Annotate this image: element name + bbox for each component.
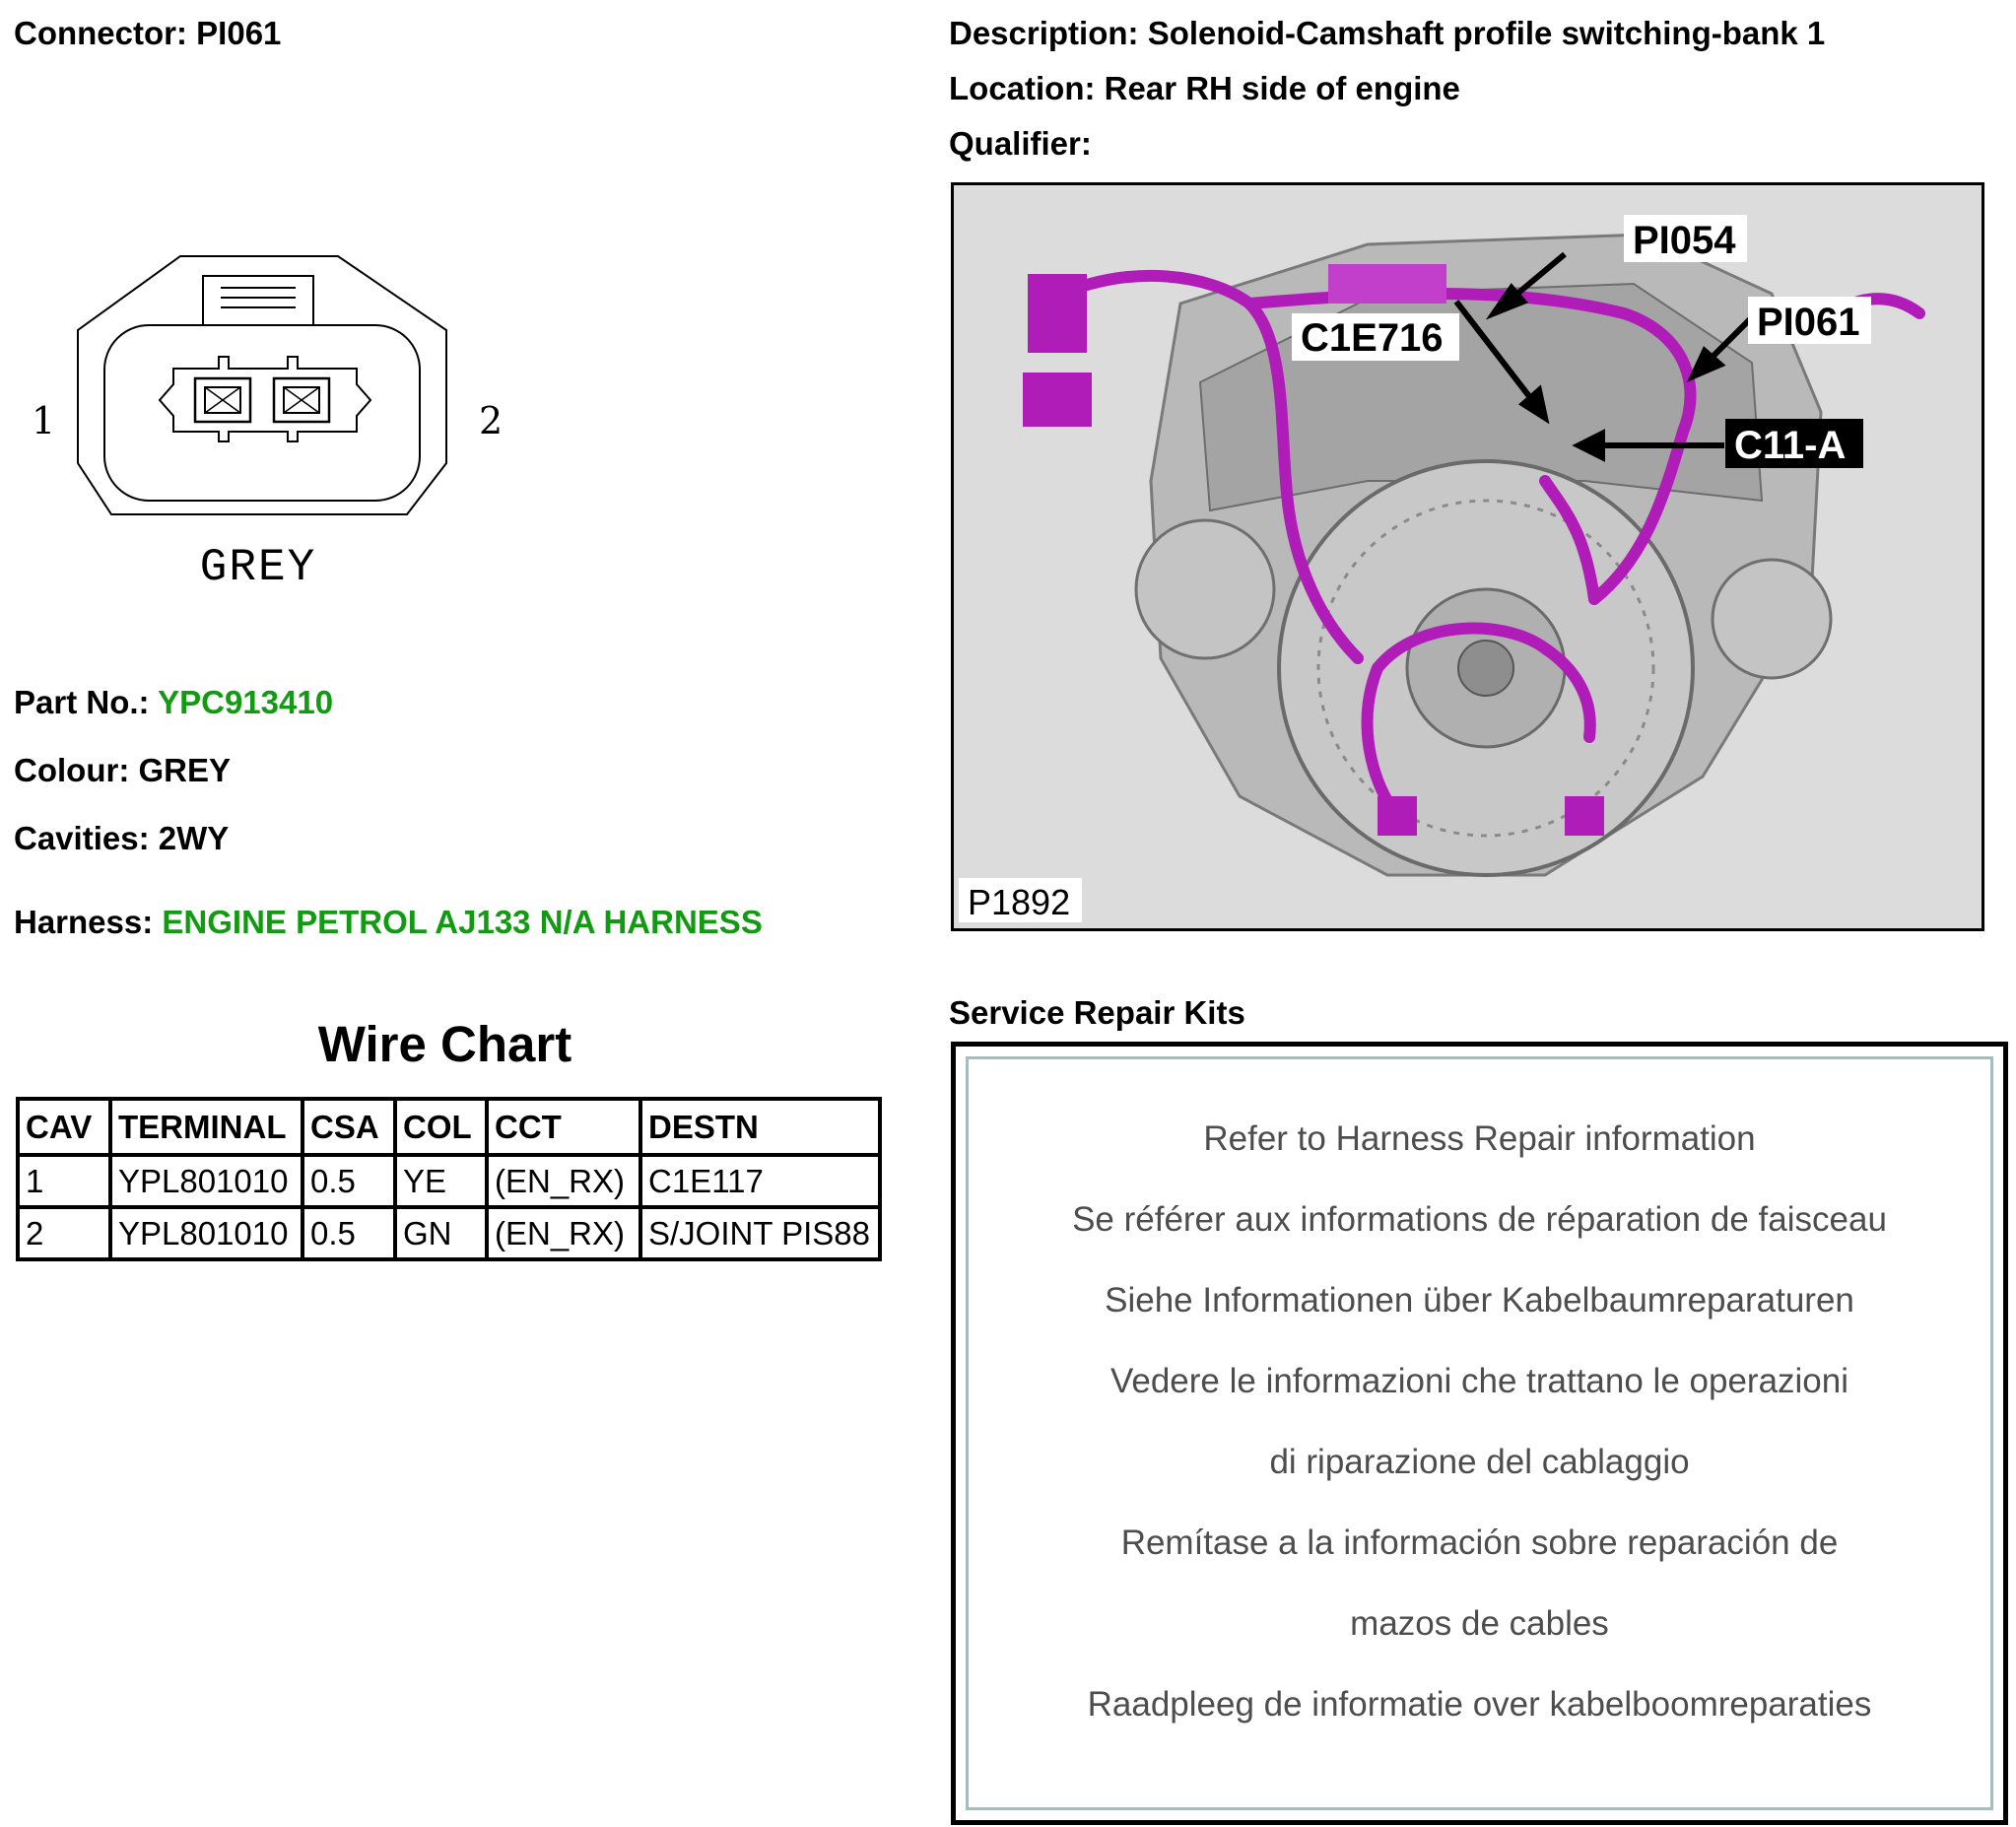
col-header-cct: CCT — [487, 1099, 640, 1155]
callout-c1e716: C1E716 — [1301, 316, 1444, 360]
cell-csa: 0.5 — [302, 1207, 395, 1259]
cell-cav: 2 — [18, 1207, 110, 1259]
col-header-cav: CAV — [18, 1099, 110, 1155]
kit-line-fr: Se référer aux informations de réparation de faisceau — [1072, 1200, 1887, 1239]
qualifier-heading — [949, 124, 1092, 164]
service-repair-kits-inner — [966, 1056, 1993, 1810]
harness-line — [14, 903, 763, 942]
callout-pi054: PI054 — [1633, 219, 1736, 262]
engine-location-image — [951, 182, 1984, 931]
cell-destn: S/JOINT PIS88 — [640, 1207, 880, 1259]
connector-value: PI061 — [196, 15, 282, 51]
callout-pi061: PI061 — [1757, 301, 1860, 344]
table-header-row — [18, 1099, 880, 1155]
harness-link[interactable]: ENGINE PETROL AJ133 N/A HARNESS — [162, 904, 763, 940]
kit-line-es-1: Remítase a la información sobre reparación de — [1120, 1523, 1839, 1562]
cavities-line — [14, 819, 229, 858]
table-row — [18, 1207, 880, 1259]
cell-csa: 0.5 — [302, 1155, 395, 1207]
part-no-link[interactable]: YPC913410 — [158, 684, 334, 720]
kit-line-de: Siehe Informationen über Kabelbaumreparaturen — [1105, 1281, 1854, 1320]
colour-value: GREY — [138, 752, 232, 788]
kit-line-it-1: Vedere le informazioni che trattano le operazioni — [1109, 1362, 1849, 1400]
part-no-label: Part No.: — [14, 684, 150, 720]
engine-illustration — [954, 185, 1982, 928]
colour-label: Colour: — [14, 752, 130, 788]
cell-destn: C1E117 — [640, 1155, 880, 1207]
cell-terminal: YPL801010 — [110, 1207, 302, 1259]
col-header-col: COL — [395, 1099, 487, 1155]
callout-c11a: C11-A — [1734, 424, 1847, 467]
kit-line-it-2: di riparazione del cablaggio — [1269, 1443, 1690, 1481]
connector-colour-caption: GREY — [199, 542, 317, 593]
location-label: Location: — [949, 70, 1096, 106]
kit-line-nl: Raadpleeg de informatie over kabelboomreparaties — [1087, 1685, 1872, 1724]
figure-reference: P1892 — [968, 882, 1071, 922]
table-row — [18, 1155, 880, 1207]
service-repair-kits-title: Service Repair Kits — [949, 994, 1245, 1031]
cell-cav: 1 — [18, 1155, 110, 1207]
service-repair-kits-panel — [951, 1042, 2008, 1825]
harness-label: Harness: — [14, 904, 154, 940]
wire-chart-title: Wire Chart — [317, 1016, 572, 1072]
cell-cct: (EN_RX) — [487, 1155, 640, 1207]
location-value: Rear RH side of engine — [1104, 70, 1460, 106]
location-heading — [949, 69, 1460, 108]
description-heading — [949, 14, 1825, 53]
connector-label: Connector: — [14, 15, 187, 51]
connector-face-diagram — [10, 246, 542, 601]
wire-chart-table — [16, 1097, 882, 1261]
kit-line-es-2: mazos de cables — [1350, 1604, 1609, 1643]
description-label: Description: — [949, 15, 1139, 51]
col-header-csa: CSA — [302, 1099, 395, 1155]
kit-line-en: Refer to Harness Repair information — [1203, 1119, 1756, 1158]
cell-col: YE — [395, 1155, 487, 1207]
connector-heading — [14, 14, 281, 53]
cavities-value: 2WY — [158, 820, 230, 856]
col-header-terminal: TERMINAL — [110, 1099, 302, 1155]
cell-terminal: YPL801010 — [110, 1155, 302, 1207]
cell-cct: (EN_RX) — [487, 1207, 640, 1259]
pin-2-label: 2 — [479, 399, 504, 442]
part-no-line — [14, 683, 333, 722]
cavities-label: Cavities: — [14, 820, 150, 856]
pin-1-label: 1 — [32, 399, 56, 442]
description-value: Solenoid-Camshaft profile switching-bank 1 — [1147, 15, 1826, 51]
cell-col: GN — [395, 1207, 487, 1259]
col-header-destn: DESTN — [640, 1099, 880, 1155]
colour-line — [14, 751, 231, 790]
qualifier-label: Qualifier: — [949, 125, 1092, 162]
